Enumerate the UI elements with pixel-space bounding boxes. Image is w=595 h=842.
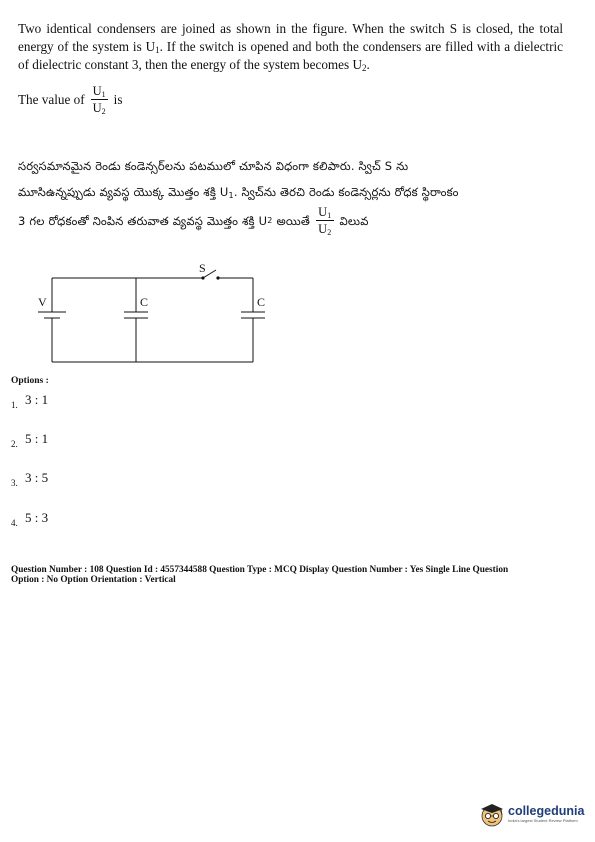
switch-contact-right <box>216 276 219 279</box>
battery-label: V <box>38 295 47 309</box>
telugu-line-1: సర్వసమానమైన రెండు కండెన్సర్‌లను పటములో చూపిన విధంగా కలిపారు. స్విచ్ S ను <box>18 159 409 173</box>
brand-name: collegedunia <box>508 804 585 818</box>
option-2-value: 5 : 1 <box>25 431 49 446</box>
option-4[interactable] <box>11 510 48 528</box>
option-3-value: 3 : 5 <box>25 470 49 485</box>
cap2-label: C <box>257 295 266 309</box>
brand-tagline: India's largest Student Review Platform <box>508 818 578 823</box>
option-2[interactable] <box>11 431 48 449</box>
ratio-fraction <box>91 84 108 115</box>
question-text-english <box>18 20 563 74</box>
u1-subscript: 1 <box>155 45 160 55</box>
fraction-denominator: $U_2$ <box>92 101 106 116</box>
option-1-value: 3 : 1 <box>25 392 49 407</box>
ratio-prefix: The value of <box>18 91 85 107</box>
u2-subscript: 2 <box>362 63 367 73</box>
collegedunia-logo <box>478 800 584 828</box>
option-4-value: 5 : 3 <box>25 510 49 525</box>
option-3[interactable] <box>11 470 48 488</box>
fraction-numerator: $U_1$ <box>92 84 106 99</box>
telugu-line-2: మూసిఉన్నప్పుడు వ్యవస్థ యొక్క మొత్తం శక్తి $U_1$. స్విచ్‌ను తెరచి రెండు కండెన్సర్లను రోధక స్థిరాంకం <box>18 185 459 200</box>
option-2-number: 2. <box>11 439 18 449</box>
option-1[interactable] <box>11 392 48 410</box>
question-text-telugu <box>18 153 573 236</box>
metadata-line-2: Option : No Option Orientation : Vertical <box>11 575 176 585</box>
telugu-ratio-fraction: $\frac{U_1}{U_2}$ <box>318 205 332 237</box>
switch-contact-left <box>201 276 204 279</box>
ratio-question-english <box>18 84 122 115</box>
option-1-number: 1. <box>11 400 18 410</box>
switch-label: S <box>199 261 206 275</box>
ratio-suffix: is <box>113 91 123 107</box>
question-en-part-a: Two identical condensers are joined as shown in the figure. When the switch S is closed, the total energy of the system is U <box>18 21 563 54</box>
cap1-label: C <box>140 295 149 309</box>
question-metadata <box>11 565 581 585</box>
metadata-line-1: Question Number : 108 Question Id : 4557344588 Question Type : MCQ Display Question Number : Yes Single Line Question <box>11 565 509 575</box>
mascot-icon <box>478 800 506 828</box>
question-en-part-c: . <box>366 57 370 72</box>
option-3-number: 3. <box>11 478 18 488</box>
option-4-number: 4. <box>11 518 18 528</box>
circuit-diagram <box>30 256 280 368</box>
options-title: Options : <box>11 376 49 386</box>
telugu-line-3: 3 గల రోధకంతో నింపిన తరువాత వ్యవస్థ మొత్తం శక్తి U 2 అయితే $\frac{U_1}{U_2}$ విలువ <box>18 205 369 237</box>
question-en-part-b: . If the switch is opened and both the condensers are filled with a dielectric of dielectric constant 3, then the energy of the system becomes U <box>18 39 563 72</box>
